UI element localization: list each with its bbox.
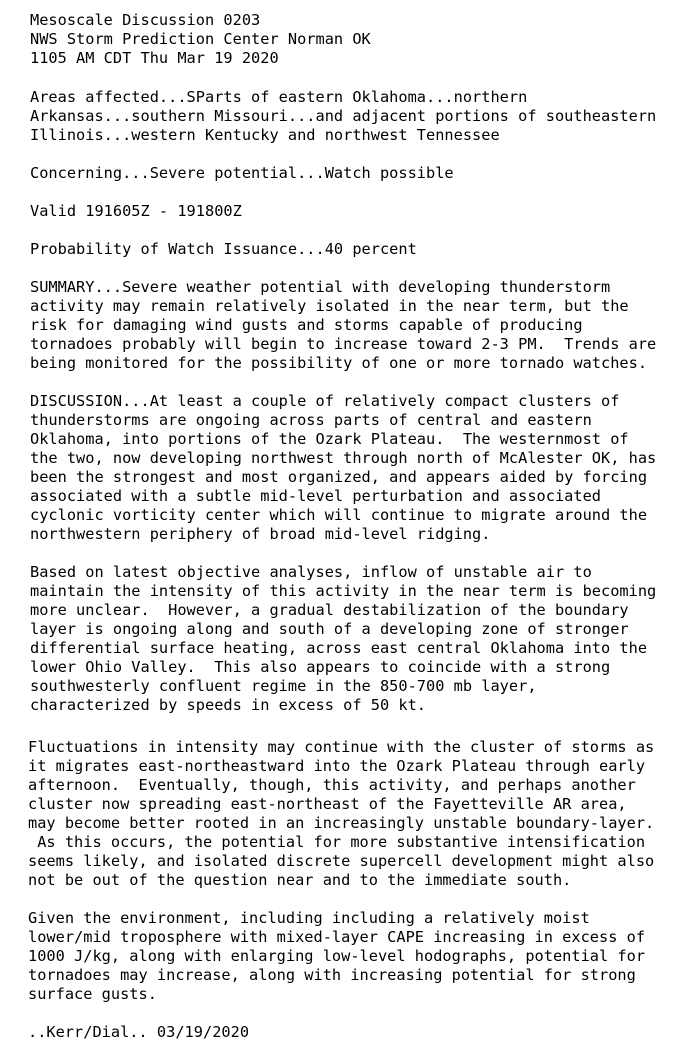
summary-paragraph: SUMMARY...Severe weather potential with developing thunderstorm activity may remain relatively isolated in the near term, but the risk for damaging wind gusts and storms capable of producing tornadoes probably will begin to increase toward 2-3 PM. Trends are being monitored for the possibility of one or more tornado watches.	[30, 278, 657, 372]
forecaster-signature: ..Kerr/Dial.. 03/19/2020	[28, 1023, 250, 1041]
issue-time: 1105 AM CDT Thu Mar 19 2020	[30, 49, 279, 67]
concerning-line: Concerning...Severe potential...Watch possible	[30, 164, 454, 182]
discussion-paragraph-4: Given the environment, including including a relatively moist lower/mid troposphere with mixed-layer CAPE increasing in excess of 1000 J/kg, along with enlarging low-level hodographs, potential for tornadoes may increase, along with increasing potential for strong surface gusts.	[28, 909, 646, 1003]
discussion-paragraph-2: Based on latest objective analyses, inflow of unstable air to maintain the intensity of this activity in the near term is becoming more unclear. However, a gradual destabilization of the boundary layer is ongoing along and south of a developing zone of stronger differential surface heating, across east central Oklahoma into the lower Ohio Valley. This also appears to coincide with a strong southwesterly confluent regime in the 850-700 mb layer, characterized by speeds in excess of 50 kt.	[30, 563, 657, 714]
issuing-office: NWS Storm Prediction Center Norman OK	[30, 30, 371, 48]
areas-affected: Areas affected...SParts of eastern Oklahoma...northern Arkansas...southern Missouri...and adjacent portions of southeastern Illinois...western Kentucky and northwest Tennessee	[30, 88, 657, 144]
discussion-paragraph-1: DISCUSSION...At least a couple of relatively compact clusters of thunderstorms are ongoing across parts of central and eastern Oklahoma, into portions of the Ozark Plateau. The westernmost of the two, now developing northwest through north of McAlester OK, has been the strongest and most organized, and appears aided by forcing associated with a subtle mid-level perturbation and associated cyclonic vorticity center which will continue to migrate around the northwestern periphery of broad mid-level ridging.	[30, 392, 657, 543]
discussion-paragraph-3: Fluctuations in intensity may continue with the cluster of storms as it migrates east-northeastward into the Ozark Plateau through early afternoon. Eventually, though, this activity, and perhaps another cluster now spreading east-northeast of the Fayetteville AR area, may become better rooted in an increasingly unstable boundary-layer. As this occurs, the potential for more substantive intensification seems likely, and isolated discrete supercell development might also not be out of the question near and to the immediate south.	[28, 738, 655, 889]
discussion-title: Mesoscale Discussion 0203	[30, 11, 261, 29]
watch-probability: Probability of Watch Issuance...40 percent	[30, 240, 417, 258]
valid-period: Valid 191605Z - 191800Z	[30, 202, 242, 220]
